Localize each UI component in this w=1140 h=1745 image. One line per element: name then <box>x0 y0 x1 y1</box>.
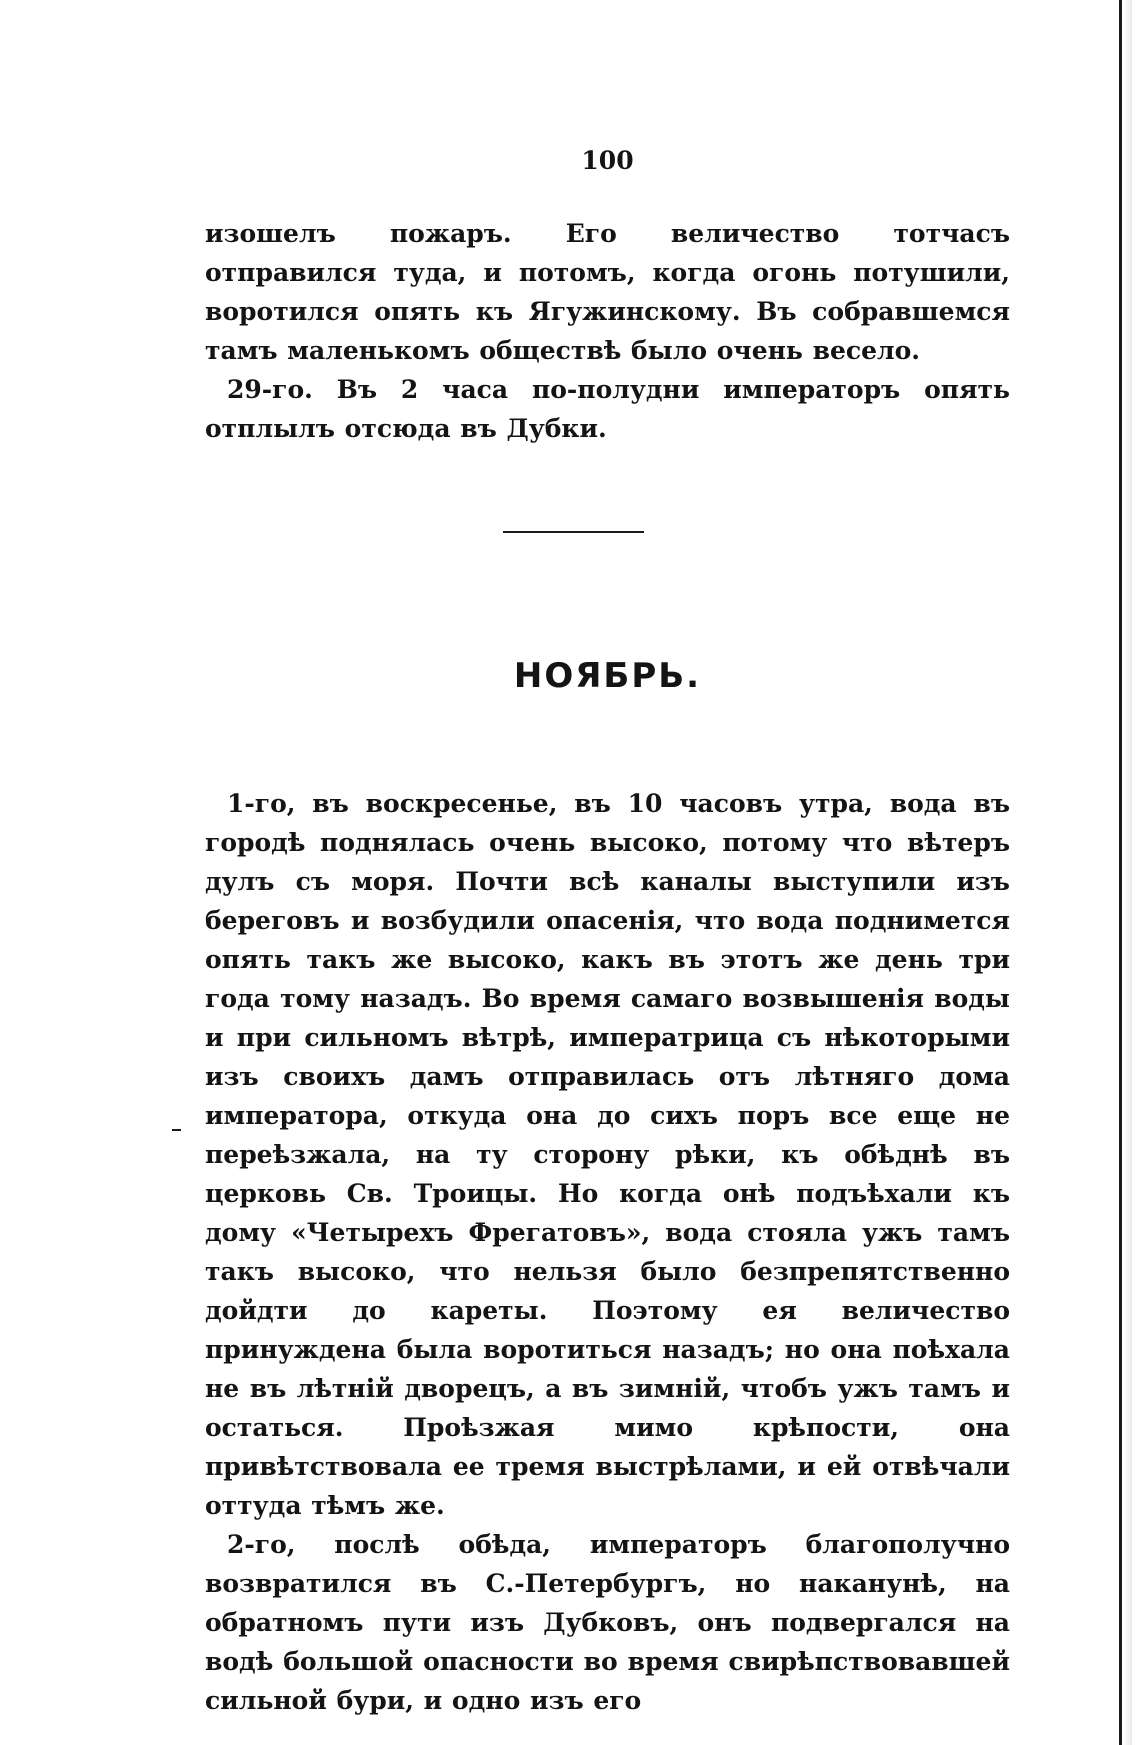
paragraph-1st: 1-го, въ воскресенье, въ 10 часовъ утра, вода въ городѣ поднялась очень высоко, потому что вѣтеръ дулъ съ моря. Почти всѣ каналы выступили изъ береговъ и возбудили опасенія, что вода поднимется опять такъ же высоко, какъ въ этотъ же день три года тому назадъ. Во время самаго возвышенія воды и при сильномъ вѣтрѣ, императрица съ нѣкоторыми изъ своихъ дамъ отправилась отъ лѣтняго дома императора, откуда она до сихъ поръ все еще не переѣзжала, на ту сторону рѣки, къ обѣднѣ въ церковь Св. Троицы. Но когда онѣ подъѣхали къ дому «Четырехъ Фрегатовъ», вода стояла ужъ тамъ такъ высоко, что нельзя было безпрепятственно дойдти до кареты. Поэтому ея величество принуждена была воротиться назадъ; но она поѣхала не въ лѣтній дворецъ, а въ зимній, чтобъ ужъ тамъ и остаться. Проѣзжая мимо крѣпости, она привѣтствовала ее тремя выстрѣлами, и ей отвѣчали оттуда тѣмъ же. <box>205 789 1010 1520</box>
page-number: 100 <box>581 146 634 175</box>
section-heading: НОЯБРЬ. <box>513 656 702 696</box>
paragraph-continuation: изошелъ пожаръ. Его величество тотчасъ отправился туда, и потомъ, когда огонь потушили, воротился опять къ Ягужинскому. Въ собравшемся тамъ маленькомъ обществѣ было очень весело. <box>205 219 1010 365</box>
binding-shadow <box>1124 0 1132 1745</box>
margin-mark <box>172 1129 181 1131</box>
paragraph-2nd: 2-го, послѣ обѣда, императоръ благополучно возвратился въ С.-Петербургъ, но наканунѣ, на обратномъ пути изъ Дубковъ, онъ подвергался на водѣ большой опасности во время свирѣпствовавшей сильной бури, и одно изъ его <box>205 1530 1010 1715</box>
section-divider <box>503 531 644 533</box>
paragraph-29th: 29-го. Въ 2 часа по-полудни императоръ опять отплылъ отсюда въ Дубки. <box>205 375 1010 443</box>
binding-edge <box>1119 0 1122 1745</box>
bottom-text-block <box>205 784 1010 1720</box>
top-text-block <box>205 214 1010 448</box>
